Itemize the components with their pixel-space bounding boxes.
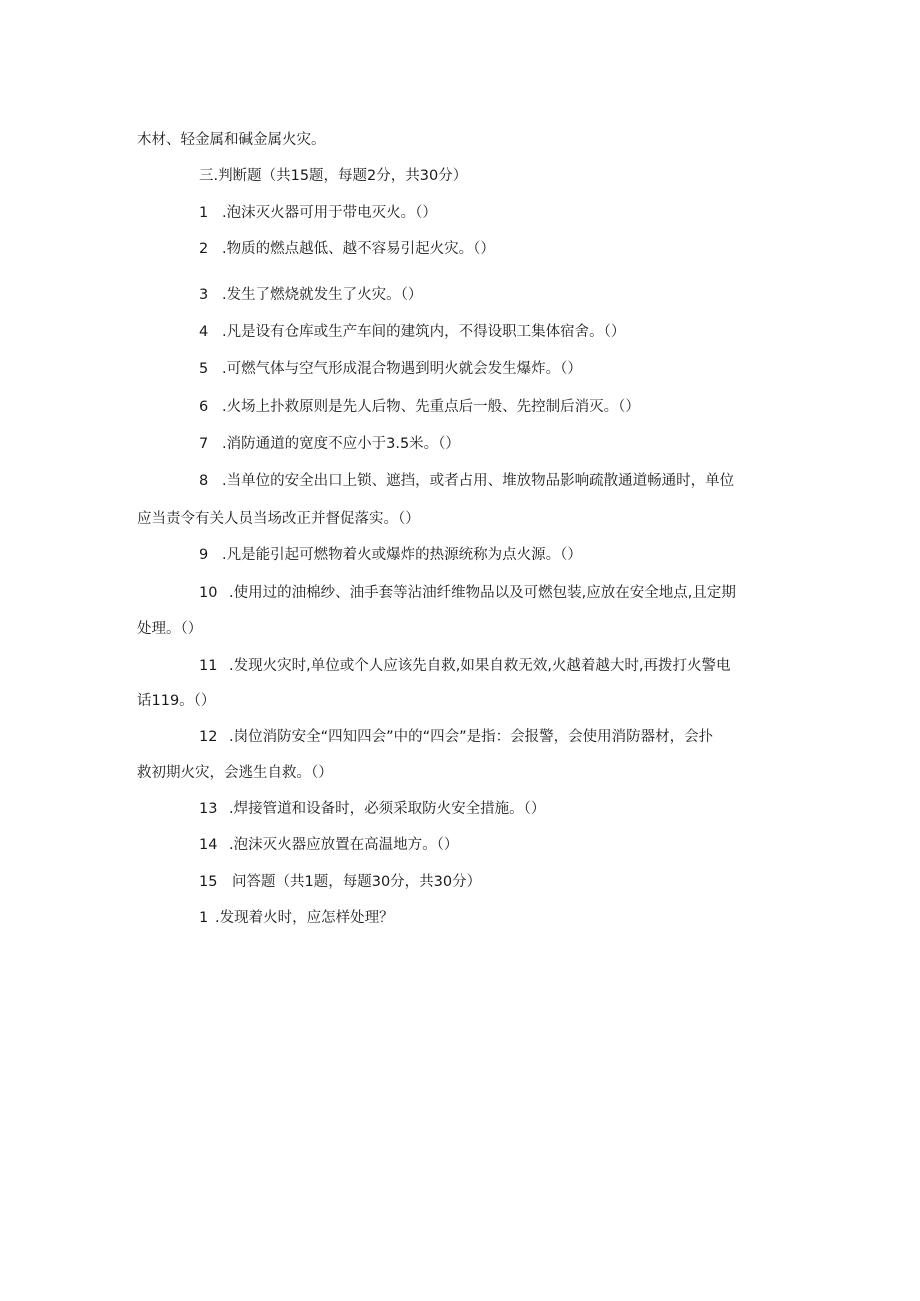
- list-item: [199, 434, 460, 454]
- item-number: 8: [199, 473, 209, 489]
- item-text: .发生了燃烧就发生了火灾。（）: [222, 287, 423, 303]
- item-number: 5: [199, 361, 209, 377]
- item-text: .凡是能引起可燃物着火或爆炸的热源统称为点火源。（）: [222, 547, 582, 563]
- list-item: [199, 583, 736, 603]
- item-number: 7: [199, 436, 209, 452]
- item-text: .物质的燃点越低、越不容易引起火灾。（）: [222, 241, 495, 257]
- item-text: .可燃气体与空气形成混合物遇到明火就会发生爆炸。（）: [222, 361, 582, 377]
- section-heading: 三.判断题（共15题，每题2分，共30分）: [199, 168, 468, 184]
- item-text: .岗位消防安全“四知四会”中的“四会”是指：会报警，会使用消防器材，会扑: [229, 729, 714, 745]
- list-item-continuation: 应当责令有关人员当场改正并督促落实。（）: [137, 511, 420, 527]
- list-item: [199, 397, 640, 417]
- item-text: .焊接管道和设备时，必须采取防火安全措施。（）: [229, 801, 546, 817]
- item-number: 11: [199, 658, 218, 674]
- list-item: [199, 239, 495, 259]
- item-text: .发现火灾时,单位或个人应该先自救,如果自救无效,火越着越大时,再拨打火警电: [229, 658, 731, 674]
- list-item: [199, 727, 713, 747]
- item-number: 1: [199, 205, 209, 221]
- list-item-continuation: 救初期火灾，会逃生自救。（）: [137, 765, 333, 781]
- list-item: [199, 359, 582, 379]
- list-item: [199, 285, 422, 305]
- list-item: [199, 545, 582, 565]
- question-text: .发现着火时，应怎样处理？: [215, 910, 394, 926]
- item-number: 9: [199, 547, 209, 563]
- question-item: [199, 908, 394, 928]
- item-number: 4: [199, 324, 209, 340]
- list-item-continuation: 话119。（）: [137, 693, 216, 709]
- question-number: 1: [199, 910, 209, 926]
- item-number: 10: [199, 585, 218, 601]
- item-number: 15: [199, 874, 218, 890]
- list-item: [199, 471, 734, 491]
- list-item: [199, 835, 458, 855]
- item-number: 6: [199, 399, 209, 415]
- item-text: .消防通道的宽度不应小于3.5米。（）: [222, 436, 460, 452]
- item-number: 2: [199, 241, 209, 257]
- list-item: [199, 872, 481, 892]
- item-text: .泡沫灭火器应放置在高温地方。（）: [229, 837, 459, 853]
- item-number: 14: [199, 837, 218, 853]
- item-number: 13: [199, 801, 218, 817]
- item-number: 12: [199, 729, 218, 745]
- list-item: [199, 203, 437, 223]
- item-text: .凡是设有仓库或生产车间的建筑内，不得设职工集体宿舍。（）: [222, 324, 626, 340]
- item-text: .使用过的油棉纱、油手套等沾油纤维物品以及可燃包装,应放在安全地点,且定期: [229, 585, 736, 601]
- item-text: .火场上扑救原则是先人后物、先重点后一般、先控制后消灭。（）: [222, 399, 640, 415]
- list-item: [199, 799, 545, 819]
- item-text: .泡沫灭火器可用于带电灭火。（）: [222, 205, 437, 221]
- item-number: 3: [199, 287, 209, 303]
- list-item: [199, 322, 625, 342]
- list-item: [199, 656, 731, 676]
- continuation-line: 木材、轻金属和碱金属火灾。: [137, 132, 326, 148]
- item-text: .当单位的安全出口上锁、遮挡，或者占用、堆放物品影响疏散通道畅通时，单位: [222, 473, 735, 489]
- item-text: 问答题（共1题，每题30分，共30分）: [232, 874, 482, 890]
- list-item-continuation: 处理。（）: [137, 621, 203, 637]
